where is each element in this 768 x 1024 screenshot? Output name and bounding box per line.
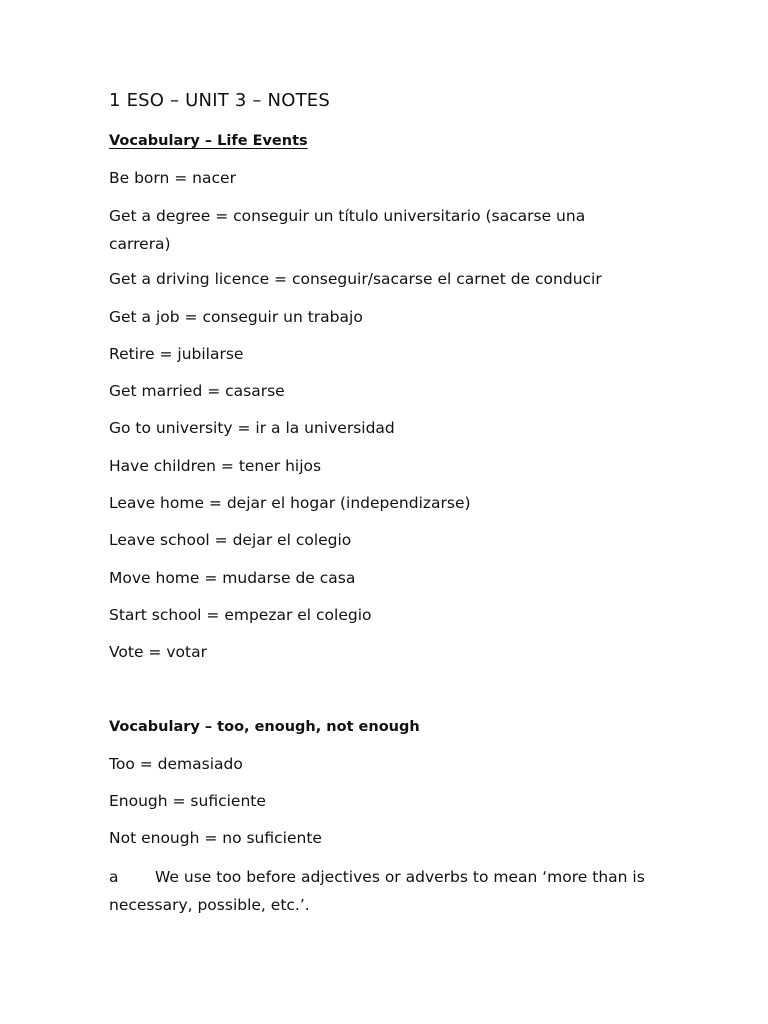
page-title: 1 ESO – UNIT 3 – NOTES — [109, 90, 330, 111]
vocab-item-go-to-university: Go to university = ir a la universidad — [109, 419, 395, 437]
rule-text: We use too before adjectives or adverbs to mean ‘more than is necessary, possible, etc.’. — [109, 868, 645, 914]
vocab-item-start-school: Start school = empezar el colegio — [109, 606, 372, 624]
vocab-item-not-enough: Not enough = no suficiente — [109, 829, 322, 847]
vocab-item-get-married: Get married = casarse — [109, 382, 285, 400]
vocab-item-have-children: Have children = tener hijos — [109, 457, 322, 475]
vocab-item-get-a-degree: Get a degree = conseguir un título universitario (sacarse una carrera) — [109, 207, 586, 253]
vocab-item-get-a-job: Get a job = conseguir un trabajo — [109, 308, 363, 326]
vocab-item-be-born: Be born = nacer — [109, 169, 236, 187]
vocab-item-vote: Vote = votar — [109, 643, 207, 661]
vocab-item-driving-licence: Get a driving licence = conseguir/sacarse el carnet de conducir — [109, 270, 602, 288]
section-heading-too-enough: Vocabulary – too, enough, not enough — [109, 719, 420, 735]
section-heading-life-events: Vocabulary – Life Events — [109, 133, 308, 149]
vocab-item-leave-home: Leave home = dejar el hogar (independizarse) — [109, 494, 471, 512]
vocab-item-enough: Enough = suficiente — [109, 792, 266, 810]
vocab-item-leave-school: Leave school = dejar el colegio — [109, 531, 352, 549]
rule-marker: a — [109, 868, 119, 886]
vocab-item-retire: Retire = jubilarse — [109, 345, 244, 363]
vocab-item-move-home: Move home = mudarse de casa — [109, 569, 356, 587]
grammar-rule-a — [109, 863, 649, 919]
vocab-item-too: Too = demasiado — [109, 755, 243, 773]
